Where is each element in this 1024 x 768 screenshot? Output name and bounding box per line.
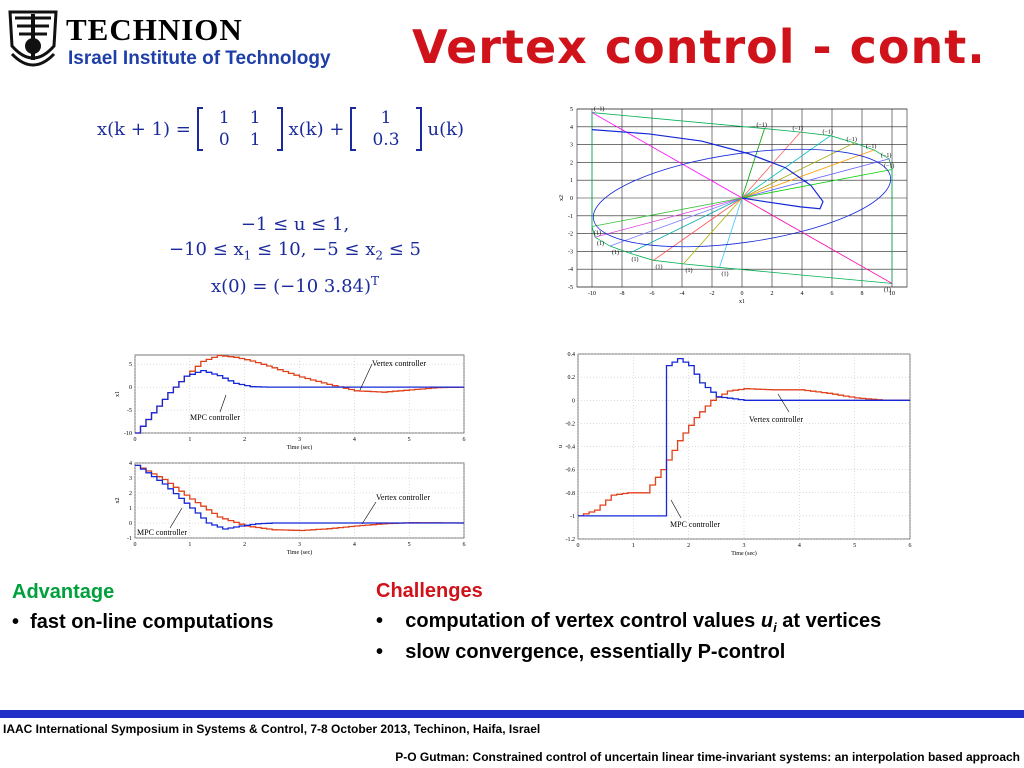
y-tick-label: 0.4 (567, 352, 575, 358)
x2-response-chart (110, 458, 470, 558)
y-tick-label: -1 (127, 536, 132, 542)
x-tick-label: 1 (188, 437, 192, 443)
y-tick-label: 4 (129, 461, 132, 467)
x-tick-label: 0 (133, 437, 137, 443)
vertex-label: (1) (612, 250, 619, 257)
phase-plane-chart (555, 103, 915, 303)
x-tick-label: 6 (830, 291, 834, 297)
vertex-controller-annotation: Vertex controller (749, 415, 803, 424)
x-tick-label: 3 (298, 437, 301, 443)
matrix-a (197, 107, 283, 151)
x-axis-label: Time (sec) (286, 550, 313, 556)
constraint-x: $-10 \le x_1 \le 10$, $-5 \le x_2 \le 5$ (168, 239, 422, 263)
footer-conference: IAAC International Symposium in Systems & Control, 7-8 October 2013, Techinon, Haifa, Israel (3, 722, 541, 736)
y-tick-label: 0.2 (567, 375, 575, 382)
x-tick-label: 1 (188, 542, 192, 548)
y-tick-label: 2 (570, 160, 573, 167)
a11: 1 (218, 108, 230, 128)
x-tick-label: 2 (243, 437, 247, 443)
x-tick-label: 10 (889, 291, 895, 297)
x-tick-label: -4 (679, 291, 685, 297)
y-tick-label: -5 (568, 285, 573, 291)
y-axis-label: x2 (559, 195, 565, 201)
x-tick-label: 4 (352, 542, 356, 548)
x-tick-label: 1 (631, 543, 635, 549)
state-mid: x(k) + (288, 118, 345, 140)
y-tick-label: 3 (570, 142, 573, 149)
y-tick-label: -3 (568, 249, 573, 256)
matrix-b (350, 107, 421, 151)
y-tick-label: -0.8 (565, 490, 575, 497)
slide-title: Vertex control - cont. (412, 20, 986, 74)
x-tick-label: -10 (588, 291, 596, 297)
state-rhs: u(k) (427, 118, 465, 140)
u-response-chart (553, 348, 918, 556)
x-tick-label: 2 (687, 543, 691, 549)
vertex-label: (−1) (881, 152, 892, 159)
x-tick-label: 4 (352, 437, 356, 443)
vertex-label: (−1) (594, 106, 605, 113)
mpc-controller-annotation: MPC controller (190, 413, 240, 422)
x-tick-label: 2 (243, 542, 247, 548)
footer-bar (0, 710, 1024, 718)
x-tick-label: 3 (742, 543, 746, 549)
y-tick-label: -4 (568, 267, 573, 274)
x-tick-label: 6 (908, 543, 912, 549)
y-tick-label: -2 (568, 231, 573, 238)
y-axis-label: x2 (115, 497, 121, 504)
y-tick-label: 4 (570, 124, 573, 131)
mpc-controller-annotation: MPC controller (137, 528, 187, 537)
x-axis-label: Time (sec) (286, 445, 313, 450)
vertex-controller-annotation: Vertex controller (372, 359, 426, 368)
advantage-heading: Advantage (12, 581, 115, 603)
x-tick-label: 5 (853, 543, 857, 549)
technion-logo (6, 6, 60, 76)
a21: 0 (218, 130, 230, 150)
x-tick-label: -2 (709, 291, 715, 297)
vertex-label: (−1) (756, 122, 767, 129)
challenge-item-2: • slow convergence, essentially P-control (376, 641, 786, 663)
y-tick-label: -1 (570, 513, 575, 520)
a12: 1 (249, 108, 261, 128)
technion-emblem-icon (6, 6, 60, 76)
y-tick-label: 0 (129, 385, 132, 392)
y-tick-label: -1 (568, 213, 573, 220)
y-tick-label: 3 (129, 476, 132, 482)
vertex-label: (−1) (846, 136, 857, 143)
x-tick-label: 5 (407, 437, 411, 443)
x-tick-label: -6 (649, 291, 655, 297)
y-tick-label: 0 (129, 521, 132, 527)
y-tick-label: -10 (124, 431, 132, 437)
vertex-label: (1) (631, 257, 639, 264)
vertex-label: (1) (597, 241, 604, 248)
x-tick-label: 4 (800, 291, 804, 297)
y-tick-label: 5 (129, 362, 132, 369)
vertex-controller-annotation: Vertex controller (376, 493, 430, 502)
vertex-label: (1) (655, 264, 663, 271)
y-tick-label: -0.2 (565, 421, 575, 428)
vertex-label: (1) (594, 230, 601, 237)
logo-subtitle: Israel Institute of Technology (68, 48, 331, 69)
initial-condition: x(0) = (−10 3.84)$^T$ (210, 273, 380, 297)
x-tick-label: 2 (770, 291, 774, 297)
state-lhs: x(k + 1) = (97, 118, 191, 140)
mpc-controller-annotation: MPC controller (670, 520, 720, 529)
vertex-label: (1) (721, 271, 729, 278)
x-tick-label: 3 (298, 542, 301, 548)
y-axis-label: x1 (115, 391, 121, 397)
x-axis-label: Time (sec) (731, 551, 757, 556)
x-axis-label: x1 (739, 299, 745, 303)
constraints (150, 212, 440, 299)
advantage-item: • fast on-line computations (12, 611, 274, 633)
vertex-label: (−1) (822, 129, 833, 136)
x-tick-label: 6 (462, 437, 466, 443)
y-tick-label: 1 (129, 506, 132, 512)
logo-word: TECHNION (66, 12, 243, 47)
vertex-label: (1) (884, 287, 891, 294)
b2: 0.3 (372, 130, 400, 150)
x-tick-label: 6 (462, 542, 466, 548)
x-tick-label: 0 (576, 543, 580, 549)
constraint-u: −1 ≤ u ≤ 1, (240, 214, 350, 235)
x-tick-label: 5 (407, 542, 411, 548)
vertex-label: (−1) (866, 143, 877, 150)
b1: 1 (380, 108, 392, 128)
y-tick-label: 2 (129, 491, 132, 497)
footer-paper: P-O Gutman: Constrained control of uncertain linear time-invariant systems: an interpolation based approach (395, 750, 1020, 764)
y-tick-label: -0.4 (565, 444, 575, 451)
y-tick-label: -0.6 (565, 467, 575, 474)
y-tick-label: 0 (572, 398, 575, 405)
y-axis-label: u (558, 445, 564, 448)
vertex-label: (1) (685, 267, 693, 274)
vertex-label: (−1) (884, 163, 895, 170)
challenge-item-1: • computation of vertex control values $u_i$ at vertices (376, 610, 882, 635)
y-tick-label: -1.2 (565, 537, 575, 543)
a22: 1 (249, 130, 261, 150)
x-tick-label: 0 (133, 542, 137, 548)
y-tick-label: -5 (127, 408, 132, 415)
x-tick-label: 4 (797, 543, 801, 549)
y-tick-label: 5 (570, 107, 573, 113)
vertex-label: (−1) (792, 126, 803, 133)
x-tick-label: 0 (740, 291, 744, 297)
state-equation (97, 104, 464, 154)
challenges-heading: Challenges (376, 580, 483, 602)
y-tick-label: 0 (570, 196, 573, 202)
x1-response-chart (110, 350, 470, 450)
x-tick-label: 8 (860, 291, 864, 297)
y-tick-label: 1 (570, 178, 573, 185)
x-tick-label: -8 (619, 291, 625, 297)
